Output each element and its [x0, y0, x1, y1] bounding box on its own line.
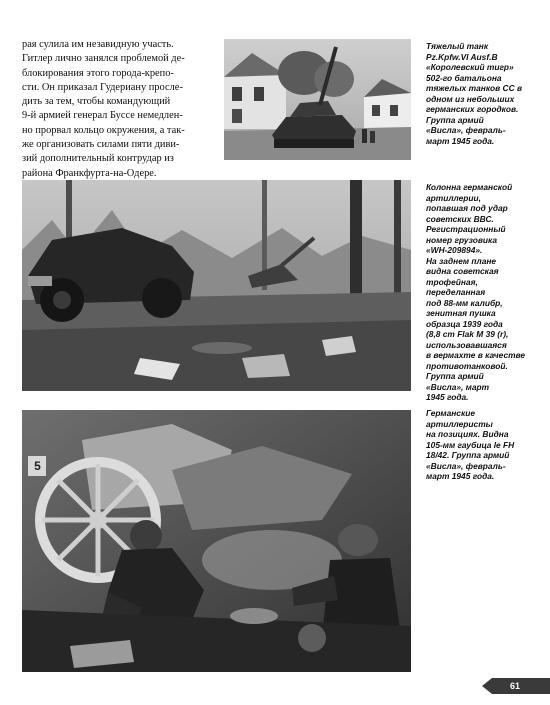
caption-line: 105-мм гаубица le FH	[426, 439, 515, 450]
caption-line: трофейная,	[426, 276, 478, 287]
caption-line: попавшая под удар	[426, 203, 508, 213]
photo-artillery-column	[22, 180, 411, 391]
caption-line: На заднем плане	[426, 255, 497, 266]
caption-line: на позициях. Видна	[426, 429, 509, 439]
caption-line: видна советская	[426, 266, 499, 276]
caption-line: «Висла», март	[426, 381, 490, 392]
caption-line: 18/42. Группа армий	[426, 450, 510, 460]
caption-line: артиллеристы	[426, 418, 493, 429]
caption-line: германских городков.	[426, 104, 519, 114]
caption-line: в вермахте в качестве	[426, 350, 526, 360]
caption-artillerymen	[426, 408, 542, 482]
caption-line: советских ВВС.	[426, 213, 494, 224]
caption-line: март 1945 года.	[426, 471, 495, 481]
photo-king-tiger-tank	[224, 39, 411, 160]
caption-line: «WH-209894».	[426, 245, 483, 255]
caption-line: «Висла», февраль-	[426, 460, 506, 471]
photo-artillerymen	[22, 410, 411, 672]
caption-line: под 88-мм калибр,	[426, 297, 503, 308]
body-text	[22, 38, 214, 181]
caption-line: артиллерии,	[426, 192, 481, 203]
page-number: 61	[509, 681, 520, 691]
caption-line: 1945 года.	[426, 392, 469, 402]
body-line: зий дополнительный контрудар из	[22, 153, 174, 165]
caption-line: Группа армий	[426, 371, 484, 381]
body-line: но прорвал кольцо окружения, а так-	[22, 124, 185, 136]
body-line: Гитлер лично занялся проблемой де-	[22, 53, 185, 65]
caption-line: одном из небольших	[426, 93, 515, 104]
caption-line: Регистрационный	[426, 224, 506, 234]
caption-line: использовавшаяся	[426, 339, 507, 350]
caption-line: Pz.Kpfw.VI Ausf.B	[426, 51, 498, 62]
body-line: района Франкфурта-на-Одере.	[22, 167, 157, 179]
caption-line: противотанковой.	[426, 360, 508, 371]
caption-line: тяжелых танков СС в	[426, 83, 523, 93]
caption-line: март 1945 года.	[426, 135, 495, 146]
caption-line: «Королевский тигр»	[426, 62, 514, 72]
caption-line: Группа армий	[426, 114, 484, 125]
body-line: сти. Он приказал Гудериану просле-	[22, 81, 183, 93]
caption-artillery-column	[426, 182, 542, 403]
body-line: дить за тем, чтобы командующий	[22, 96, 171, 108]
body-line: рая сулила им незавидную участь.	[22, 39, 174, 50]
body-line: 9-й армией генерал Буссе немедлен-	[22, 110, 183, 122]
body-line: же организовать силами пяти диви-	[22, 139, 180, 151]
gun-shield-number: 5	[34, 459, 41, 473]
caption-line: образца 1939 года	[426, 318, 503, 329]
caption-line: зенитная пушка	[426, 308, 496, 318]
caption-line: (8,8 cm Flak M 39 (r),	[426, 329, 509, 339]
caption-line: переделанная	[426, 287, 486, 297]
caption-line: Тяжелый танк	[426, 41, 489, 51]
caption-line: номер грузовика	[426, 234, 498, 245]
caption-line: «Висла», февраль-	[426, 125, 506, 135]
body-line: блокирования этого города-крепо-	[22, 67, 174, 79]
caption-line: Германские	[426, 408, 475, 418]
caption-king-tiger	[426, 41, 542, 146]
caption-line: 502-го батальона	[426, 72, 502, 83]
caption-line: Колонна германской	[426, 182, 513, 192]
